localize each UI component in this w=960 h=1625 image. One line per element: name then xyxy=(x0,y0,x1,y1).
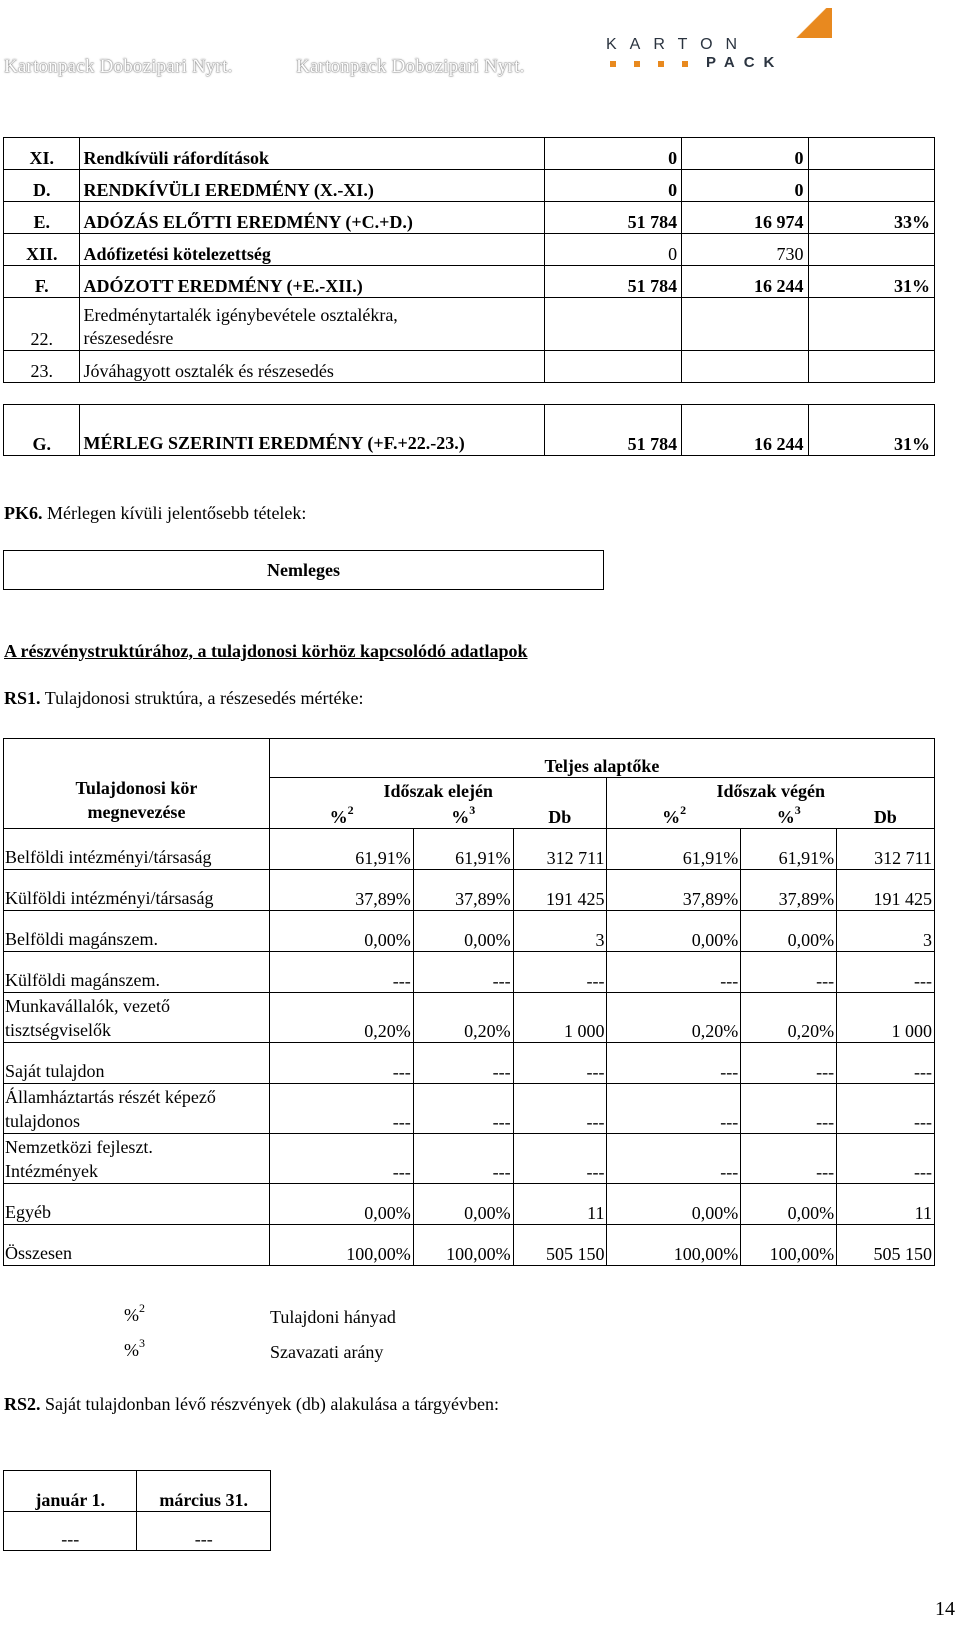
rs1-code: RS1. xyxy=(4,688,41,708)
owner-value-e: 61,91% xyxy=(741,829,837,870)
table-row xyxy=(4,234,935,266)
pk6-value-box: Nemleges xyxy=(3,550,604,590)
owner-value-d: 0,20% xyxy=(607,993,741,1043)
header-period-start: Időszak elején xyxy=(269,778,607,803)
rs2-code: RS2. xyxy=(4,1394,41,1414)
logo-text-bottom: PACK xyxy=(706,54,784,71)
row-percent xyxy=(808,351,934,383)
owner-label xyxy=(4,1134,270,1184)
rs1-title: Tulajdonosi struktúra, a részesedés mértéke: xyxy=(44,688,364,708)
row-percent: 33% xyxy=(808,202,934,234)
owner-value-d: --- xyxy=(607,952,741,993)
logo-square-icon xyxy=(658,61,664,67)
value-mar31: --- xyxy=(137,1512,271,1551)
table-row xyxy=(4,351,935,383)
owner-value-e: 0,00% xyxy=(741,911,837,952)
logo-square-icon xyxy=(682,61,688,67)
table-row xyxy=(4,1084,935,1134)
row-code: E. xyxy=(4,202,80,234)
owner-value-e: 0,20% xyxy=(741,993,837,1043)
header-db-start: Db xyxy=(513,802,607,829)
owner-value-c: 3 xyxy=(513,911,607,952)
row-value-2: 0 xyxy=(682,170,808,202)
legend-symbol-pct2: %$^2$ xyxy=(124,1301,145,1325)
row-label-text: MÉRLEG SZERINTI EREDMÉNY (+F.+22.-23.) xyxy=(83,433,465,453)
owner-value-b: 0,00% xyxy=(413,1184,513,1225)
table-row-final xyxy=(4,405,935,456)
ownership-table-body xyxy=(4,829,935,1266)
row-percent xyxy=(808,170,934,202)
owner-value-b: 100,00% xyxy=(413,1225,513,1266)
header-total-capital: Teljes alaptőke xyxy=(269,739,934,778)
owner-value-f: 3 xyxy=(837,911,935,952)
value-jan1: --- xyxy=(4,1512,137,1551)
table-row xyxy=(4,266,935,298)
owner-value-d: --- xyxy=(607,1084,741,1134)
results-table xyxy=(3,137,935,456)
row-value-1 xyxy=(545,298,682,351)
table-row xyxy=(4,1184,935,1225)
header-jan1: január 1. xyxy=(4,1471,137,1512)
row-value-2: 16 974 xyxy=(682,202,808,234)
owner-value-f: 505 150 xyxy=(837,1225,935,1266)
row-percent xyxy=(808,298,934,351)
row-label: ADÓZÁS ELŐTTI EREDMÉNY (+C.+D.) xyxy=(80,202,545,234)
owner-value-b: --- xyxy=(413,952,513,993)
row-value-1: 51 784 xyxy=(545,202,682,234)
table-row xyxy=(4,829,935,870)
row-value-1: 51 784 xyxy=(545,266,682,298)
owner-label-text: Munkavállalók, vezető tisztségviselők xyxy=(5,996,170,1040)
table-row xyxy=(4,1134,935,1184)
owner-value-f: 191 425 xyxy=(837,870,935,911)
rs1-heading xyxy=(4,688,363,709)
owner-value-a: --- xyxy=(269,952,413,993)
owner-value-a: 0,00% xyxy=(269,1184,413,1225)
row-value-2: 730 xyxy=(682,234,808,266)
owner-value-a: --- xyxy=(269,1043,413,1084)
header-db-end: Db xyxy=(837,802,935,829)
row-value-2 xyxy=(682,298,808,351)
section-title: A részvénystruktúrához, a tulajdonosi körhöz kapcsolódó adatlapok xyxy=(4,641,528,661)
ownership-table xyxy=(3,738,935,1266)
table-row xyxy=(4,1512,271,1551)
table-row xyxy=(4,993,935,1043)
owner-value-c: 191 425 xyxy=(513,870,607,911)
row-label-text: Eredménytartalék igénybevétele osztalékra, részesedésre xyxy=(83,305,398,348)
row-percent: 31% xyxy=(808,266,934,298)
owner-value-b: 61,91% xyxy=(413,829,513,870)
row-code: D. xyxy=(4,170,80,202)
owner-label xyxy=(4,993,270,1043)
owner-label-text: Államháztartás részét képező tulajdonos xyxy=(5,1087,216,1131)
owner-label-text: Nemzetközi fejleszt. Intézmények xyxy=(5,1137,153,1181)
owner-value-c: 505 150 xyxy=(513,1225,607,1266)
header-pct3-start: %$^3$ xyxy=(413,802,513,829)
owner-value-a: --- xyxy=(269,1084,413,1134)
logo-triangle-icon xyxy=(792,8,832,38)
row-value-1: 0 xyxy=(545,138,682,170)
owner-value-b: --- xyxy=(413,1134,513,1184)
owner-value-e: --- xyxy=(741,1043,837,1084)
row-percent xyxy=(808,234,934,266)
row-percent xyxy=(808,138,934,170)
table-row xyxy=(4,138,935,170)
row-value-1: 0 xyxy=(545,170,682,202)
owner-value-c: 11 xyxy=(513,1184,607,1225)
row-code: G. xyxy=(4,405,80,456)
row-code: F. xyxy=(4,266,80,298)
owner-value-a: 100,00% xyxy=(269,1225,413,1266)
header-pct3-end: %$^3$ xyxy=(741,802,837,829)
owner-value-d: --- xyxy=(607,1043,741,1084)
row-label: Adófizetési kötelezettség xyxy=(80,234,545,266)
owner-label: Egyéb xyxy=(4,1184,270,1225)
table-row xyxy=(4,870,935,911)
pk6-code: PK6. xyxy=(4,503,43,523)
owner-value-b: --- xyxy=(413,1084,513,1134)
owner-value-f: --- xyxy=(837,1084,935,1134)
rs2-title: Saját tulajdonban lévő részvények (db) alakulása a tárgyévben: xyxy=(45,1394,500,1414)
owner-value-e: 37,89% xyxy=(741,870,837,911)
owner-value-c: 312 711 xyxy=(513,829,607,870)
owner-value-a: 61,91% xyxy=(269,829,413,870)
row-label: ADÓZOTT EREDMÉNY (+E.-XII.) xyxy=(80,266,545,298)
owner-value-b: 37,89% xyxy=(413,870,513,911)
row-label xyxy=(80,298,545,351)
owner-value-b: 0,00% xyxy=(413,911,513,952)
owner-value-f: 11 xyxy=(837,1184,935,1225)
owner-value-a: 0,20% xyxy=(269,993,413,1043)
owner-value-a: 37,89% xyxy=(269,870,413,911)
owner-label: Összesen xyxy=(4,1225,270,1266)
legend-symbol-pct3: %$^3$ xyxy=(124,1336,145,1360)
owner-value-f: 1 000 xyxy=(837,993,935,1043)
owner-value-a: 0,00% xyxy=(269,911,413,952)
owner-value-e: 100,00% xyxy=(741,1225,837,1266)
row-value-1 xyxy=(545,351,682,383)
header-mar31: március 31. xyxy=(137,1471,271,1512)
table-row xyxy=(4,298,935,351)
header-pct2-start: %$^2$ xyxy=(269,802,413,829)
owner-value-b: 0,20% xyxy=(413,993,513,1043)
row-value-2 xyxy=(682,351,808,383)
header-row xyxy=(4,739,935,778)
owner-value-f: --- xyxy=(837,1043,935,1084)
owner-value-c: --- xyxy=(513,952,607,993)
logo-text-top: KARTON xyxy=(606,36,751,53)
owner-value-f: --- xyxy=(837,952,935,993)
header-pct2-end: %$^2$ xyxy=(607,802,741,829)
owner-value-e: --- xyxy=(741,952,837,993)
page-number: 14 xyxy=(935,1598,955,1620)
row-label: Jóváhagyott osztalék és részesedés xyxy=(80,351,545,383)
table-row xyxy=(4,911,935,952)
owner-value-c: --- xyxy=(513,1043,607,1084)
row-code: XI. xyxy=(4,138,80,170)
owner-value-d: 0,00% xyxy=(607,1184,741,1225)
row-label: Rendkívüli ráfordítások xyxy=(80,138,545,170)
pk6-title: Mérlegen kívüli jelentősebb tételek: xyxy=(47,503,307,523)
logo-square-icon xyxy=(634,61,640,67)
row-code: XII. xyxy=(4,234,80,266)
owner-value-d: 0,00% xyxy=(607,911,741,952)
owner-value-e: 0,00% xyxy=(741,1184,837,1225)
row-label: RENDKÍVÜLI EREDMÉNY (X.-XI.) xyxy=(80,170,545,202)
row-value-2: 16 244 xyxy=(682,266,808,298)
table-row xyxy=(4,1471,271,1512)
owner-value-c: 1 000 xyxy=(513,993,607,1043)
company-name-right: Kartonpack Dobozipari Nyrt. xyxy=(296,56,525,77)
owner-value-d: 61,91% xyxy=(607,829,741,870)
row-code: 23. xyxy=(4,351,80,383)
table-row xyxy=(4,202,935,234)
legend-text-pct2: Tulajdoni hányad xyxy=(270,1307,396,1327)
owner-value-c: --- xyxy=(513,1134,607,1184)
row-percent: 31% xyxy=(808,405,934,456)
row-code: 22. xyxy=(4,298,80,351)
owner-label: Saját tulajdon xyxy=(4,1043,270,1084)
row-label xyxy=(80,405,545,456)
owner-value-f: 312 711 xyxy=(837,829,935,870)
table-row xyxy=(4,1225,935,1266)
owner-label: Külföldi intézményi/társaság xyxy=(4,870,270,911)
owner-value-f: --- xyxy=(837,1134,935,1184)
spacer-row xyxy=(4,383,935,405)
table-row xyxy=(4,952,935,993)
owner-value-e: --- xyxy=(741,1084,837,1134)
owner-label xyxy=(4,1084,270,1134)
owner-value-a: --- xyxy=(269,1134,413,1184)
owner-value-d: --- xyxy=(607,1134,741,1184)
header-owner-text: Tulajdonosi kör megnevezése xyxy=(75,778,198,822)
legend-text-pct3: Szavazati arány xyxy=(270,1342,384,1362)
owner-label: Belföldi magánszem. xyxy=(4,911,270,952)
table-row xyxy=(4,170,935,202)
table-row xyxy=(4,1043,935,1084)
owner-value-e: --- xyxy=(741,1134,837,1184)
rs2-heading xyxy=(4,1394,499,1415)
owner-value-d: 37,89% xyxy=(607,870,741,911)
header-owner xyxy=(4,739,270,829)
owner-value-b: --- xyxy=(413,1043,513,1084)
owner-value-c: --- xyxy=(513,1084,607,1134)
pk6-heading xyxy=(4,503,306,524)
logo-square-icon xyxy=(610,61,616,67)
row-value-2: 0 xyxy=(682,138,808,170)
row-value-1: 51 784 xyxy=(545,405,682,456)
row-value-1: 0 xyxy=(545,234,682,266)
header-period-end: Időszak végén xyxy=(607,778,935,803)
owner-label: Belföldi intézményi/társaság xyxy=(4,829,270,870)
treasury-shares-table xyxy=(3,1470,271,1551)
row-value-2: 16 244 xyxy=(682,405,808,456)
company-name-left: Kartonpack Dobozipari Nyrt. xyxy=(4,56,233,77)
owner-label: Külföldi magánszem. xyxy=(4,952,270,993)
owner-value-d: 100,00% xyxy=(607,1225,741,1266)
